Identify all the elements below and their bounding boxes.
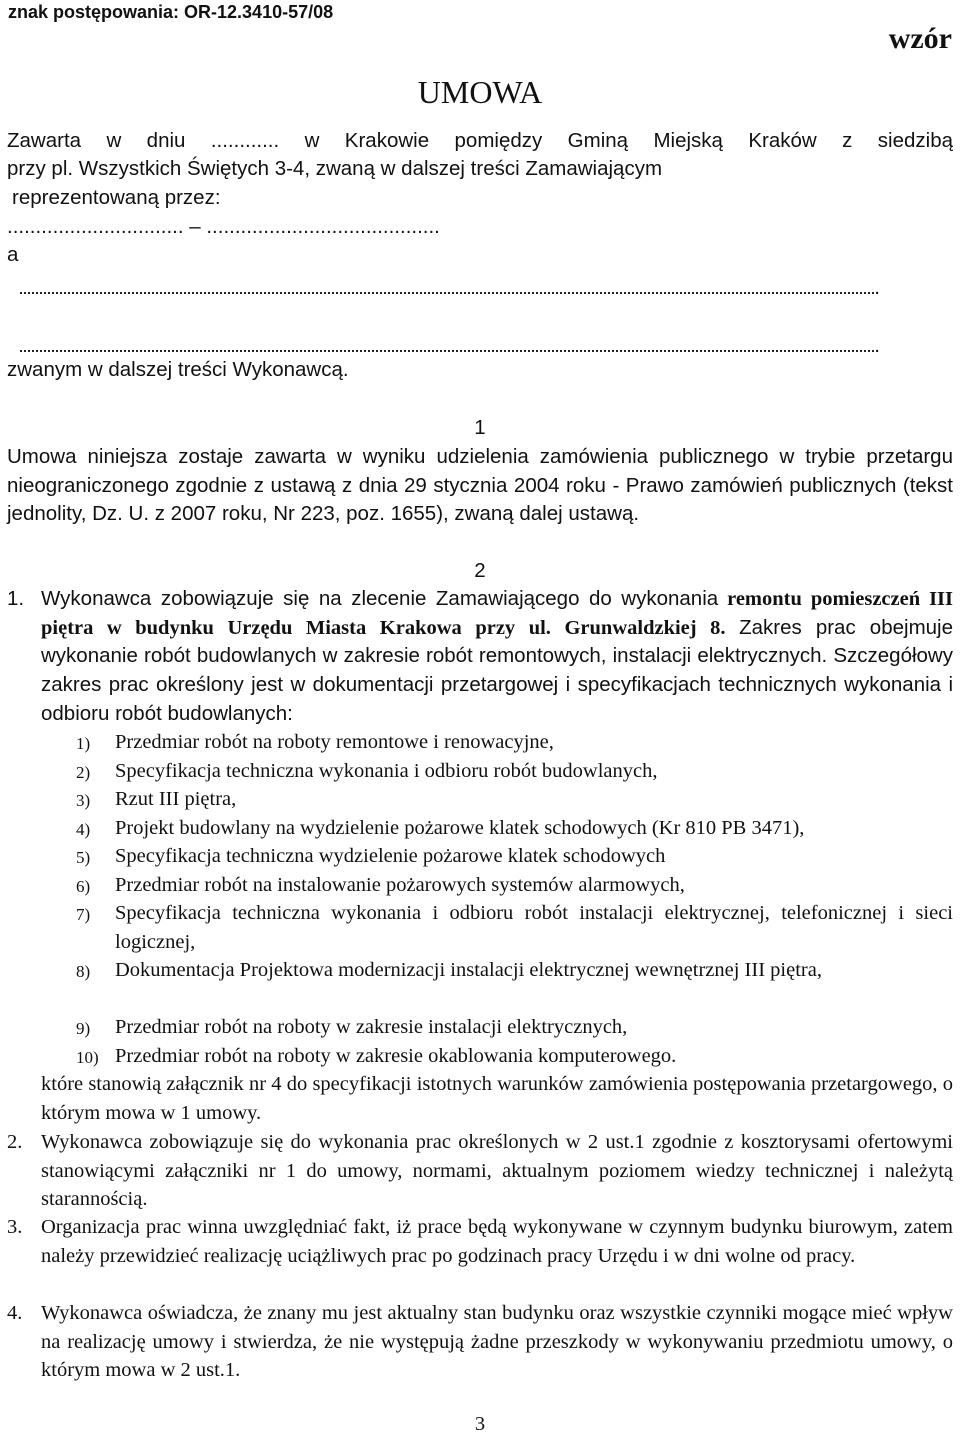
section-3-number: 3 xyxy=(474,1413,486,1435)
list-item-text: Dokumentacja Projektowa modernizacji instalacji elektrycznej wewnętrznej III piętra, xyxy=(115,959,822,981)
paragraph-1-rest: Zakres prac obejmuje wykonanie robót budowlanych w zakresie robót remontowych, instalacji elektrycznych. Szczegółowy zakres prac określony jest w dokumentacji przetargowej i specyfikacjach technicznych wykonania i odbioru robót budowlanych: xyxy=(41,615,954,725)
list-item-text: Przedmiar robót na roboty w zakresie okablowania komputerowego. xyxy=(115,1045,677,1067)
list-item-text: Przedmiar robót na roboty w zakresie instalacji elektrycznych, xyxy=(115,1016,628,1038)
list-item-text: Przedmiar robót na roboty remontowe i renowacyjne, xyxy=(115,731,554,753)
dotted-line-2-end: . xyxy=(874,334,880,357)
list-item-text: Specyfikacja techniczna wykonania i odbioru robót budowlanych, xyxy=(115,760,658,782)
fill-in-dotted-line-2 xyxy=(20,350,874,352)
list-item-number: 8) xyxy=(76,962,91,981)
document-title-text: UMOWA xyxy=(417,74,543,110)
section-2-heading xyxy=(0,557,960,586)
list-item-number: 9) xyxy=(76,1019,91,1038)
paragraph-1-number: 1. xyxy=(7,587,25,610)
template-marker: wzór xyxy=(888,22,952,55)
section-3-heading xyxy=(0,1410,960,1439)
section-1-number: 1 xyxy=(474,416,486,439)
intro-line-4: ............................... – ......................................... xyxy=(7,215,440,238)
list-item-number: 1) xyxy=(76,734,91,753)
paragraph-1 xyxy=(41,585,953,729)
list-item-number: 2) xyxy=(76,763,91,782)
list-item-text: Specyfikacja techniczna wykonania i odbioru robót instalacji elektrycznej, telefonicznej i sieci logicznej, xyxy=(115,902,953,953)
list-item-text: Rzut III piętra, xyxy=(115,788,237,810)
list-item-number: 10) xyxy=(76,1048,99,1067)
section-1-text: Umowa niniejsza zostaje zawarta w wyniku udzielenia zamówienia publicznego w trybie przetargu nieograniczonego zgodnie z ustawą z dnia 29 stycznia 2004 roku - Prawo zamówień publicznych (tekst jednolity, Dz. U. z 2007 roku, Nr 223, poz. 1655), zwaną dalej ustawą. xyxy=(7,445,953,526)
intro-line-1: Zawarta w dniu ............ w Krakowie pomiędzy Gminą Miejską Kraków z siedzibą xyxy=(7,129,953,152)
paragraph-1-lead: Wykonawca zobowiązuje się na zlecenie Zamawiającego do wykonania xyxy=(41,587,719,610)
list-item-text: Projekt budowlany na wydzielenie pożarowe klatek schodowych (Kr 810 PB 3471), xyxy=(115,817,805,839)
paragraph-2: Wykonawca zobowiązuje się do wykonania prac określonych w 2 ust.1 zgodnie z kosztorysami ofertowymi stanowiącymi załączniki nr 1 do umowy, normami, aktualnym poziomem wiedzy technicznej i należytą starannością. xyxy=(41,1131,953,1211)
list-item-number: 6) xyxy=(76,877,91,896)
paragraph-2-number: 2. xyxy=(7,1131,23,1153)
intro-line-2: przy pl. Wszystkich Świętych 3-4, zwaną w dalszej treści Zamawiającym xyxy=(7,157,663,180)
section-2-number: 2 xyxy=(474,559,486,582)
document-reference: znak postępowania: OR-12.3410-57/08 xyxy=(8,2,334,22)
intro-line-8: zwanym w dalszej treści Wykonawcą. xyxy=(7,358,349,381)
list-item-number: 5) xyxy=(76,848,91,867)
list-item-number: 4) xyxy=(76,820,91,839)
section-1-heading xyxy=(0,414,960,443)
document-title xyxy=(0,74,960,110)
intro-line-5: a xyxy=(7,243,19,266)
intro-line-3: reprezentowaną przez: xyxy=(12,186,221,209)
list-item-number: 7) xyxy=(76,905,91,924)
list-item-text: Specyfikacja techniczna wydzielenie pożarowe klatek schodowych xyxy=(115,845,666,867)
paragraph-1-bold-subject: remontu pomieszczeń III piętra w budynku Urzędu Miasta Krakowa przy ul. Grunwaldzkiej 8. xyxy=(41,588,953,639)
list-item-number: 3) xyxy=(76,791,91,810)
paragraph-1-tail: które stanowią załącznik nr 4 do specyfikacji istotnych warunków zamówienia postępowania przetargowego, o którym mowa w 1 umowy. xyxy=(41,1073,953,1124)
paragraph-4: Wykonawca oświadcza, że znany mu jest aktualny stan budynku oraz wszystkie czynniki mogące mieć wpływ na realizację umowy i stwierdza, że nie występują żadne przeszkody w wykonywaniu przedmiotu umowy, o którym mowa w 2 ust.1. xyxy=(41,1302,953,1382)
paragraph-4-number: 4. xyxy=(7,1302,23,1324)
fill-in-dotted-line-1 xyxy=(20,292,874,294)
list-item-text: Przedmiar robót na instalowanie pożarowych systemów alarmowych, xyxy=(115,874,685,896)
paragraph-3: Organizacja prac winna uwzględniać fakt, iż prace będą wykonywane w czynnym budynku biurowym, zatem należy przewidzieć realizację uciążliwych prac po godzinach pracy Urzędu i w dni wolne od pracy. xyxy=(41,1216,953,1267)
paragraph-3-number: 3. xyxy=(7,1216,23,1238)
dotted-line-1-end: . xyxy=(874,276,880,299)
